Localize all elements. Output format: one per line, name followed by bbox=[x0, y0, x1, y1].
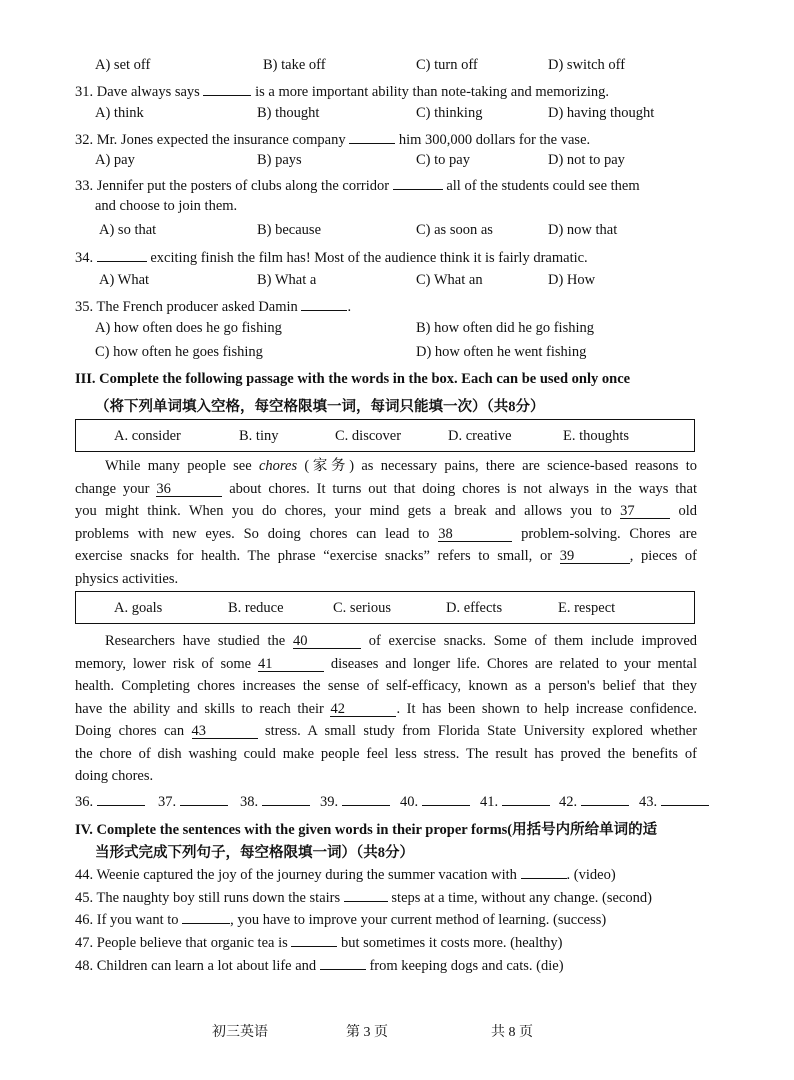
q34-option-b: B) What a bbox=[257, 272, 317, 288]
word-box-1-option: A. consider bbox=[114, 428, 181, 444]
q34-option-d: D) How bbox=[548, 272, 596, 288]
q30-option-c: C) turn off bbox=[416, 57, 478, 73]
q31-option-a: A) think bbox=[95, 105, 144, 121]
question-46: 46. If you want to , you have to improve your current method of learning. (success) bbox=[75, 909, 606, 929]
answer-blank-37[interactable] bbox=[180, 791, 228, 806]
q35-option-c: C) how often he goes fishing bbox=[95, 344, 263, 360]
word-box-1-option: E. thoughts bbox=[563, 428, 630, 444]
q35-option-a: A) how often does he go fishing bbox=[95, 320, 282, 336]
q34-option-a: A) What bbox=[99, 272, 150, 288]
q35-option-b: B) how often did he go fishing bbox=[416, 320, 595, 336]
q34-option-c: C) What an bbox=[416, 272, 483, 288]
q30-option-d: D) switch off bbox=[548, 57, 626, 73]
answer-blank-42[interactable] bbox=[581, 791, 629, 806]
section-4-subtitle: 当形式完成下列句子，每空格限填一词）（共8分） bbox=[95, 845, 414, 861]
question-35: 35. The French producer asked Damin . bbox=[75, 296, 351, 316]
q31-option-c: C) thinking bbox=[416, 105, 483, 121]
answer-blank-43[interactable] bbox=[661, 791, 709, 806]
blank-37[interactable]: 37 bbox=[620, 504, 670, 519]
word-box-1-option: C. discover bbox=[335, 428, 402, 444]
question-33: 33. Jennifer put the posters of clubs along the corridor all of the students could see them bbox=[75, 175, 640, 195]
q31-option-b: B) thought bbox=[257, 105, 320, 121]
answer-blank[interactable] bbox=[291, 932, 337, 947]
passage-paragraph-2: Researchers have studied the 40 of exercise snacks. Some of them include improved memory, lower risk of some 41 diseases and longer life. Chores are related to your mental health. Completing chores increases the sense of self-efficacy, known as a person's belief that they have the ability and skills to reach their 42 . It has been shown to help increase confidence. Doing chores can 43 stress. A small study from Florida State University explored whether the chore of dish washing could make people feel less stress. The result has proved the benefits of doing chores. bbox=[75, 633, 698, 784]
word-box-1 bbox=[75, 419, 695, 452]
q32-option-c: C) to pay bbox=[416, 152, 470, 168]
passage-paragraph-1: While many people see chores (家务) as necessary pains, there are science-based reasons to change your 36 about chores. It turns out that doing chores is not always in the ways that you might think. When you do chores, your mind gets a break and allows you to 37 old problems with new eyes. So doing chores can lead to 38 problem-solving. Chores are exercise snacks for health. The phrase “exercise snacks” refers to small, or 39 , pieces of physics activities. bbox=[75, 458, 698, 587]
footer-page-number: 第 3 页 bbox=[346, 1025, 388, 1040]
answer-blank[interactable] bbox=[521, 864, 567, 879]
section-3-title: III. Complete the following passage with the words in the box. Each can be used only once bbox=[75, 371, 631, 387]
blank-40[interactable]: 40 bbox=[293, 634, 361, 649]
word-box-1-option: D. creative bbox=[448, 428, 512, 444]
word-box-1-option: B. tiny bbox=[239, 428, 279, 444]
q30-option-b: B) take off bbox=[263, 57, 326, 73]
question-34: 34. exciting finish the film has! Most of the audience think it is fairly dramatic. bbox=[75, 247, 588, 267]
q32-option-d: D) not to pay bbox=[548, 152, 625, 168]
answer-blank[interactable] bbox=[203, 81, 251, 96]
q32-option-a: A) pay bbox=[95, 152, 135, 168]
q33-option-c: C) as soon as bbox=[416, 222, 493, 238]
question-31: 31. Dave always says is a more important ability than note-taking and memorizing. bbox=[75, 81, 609, 101]
q32-option-b: B) pays bbox=[257, 152, 302, 168]
footer-subject: 初三英语 bbox=[212, 1025, 268, 1040]
q33-option-d: D) now that bbox=[548, 222, 618, 238]
word-box-2 bbox=[75, 591, 695, 624]
question-45: 45. The naughty boy still runs down the stairs steps at a time, without any change. (second) bbox=[75, 887, 652, 907]
answer-blank-38[interactable] bbox=[262, 791, 310, 806]
blank-39[interactable]: 39 bbox=[560, 549, 630, 564]
footer-total-pages: 共 8 页 bbox=[491, 1025, 533, 1040]
question-47: 47. People believe that organic tea is but sometimes it costs more. (healthy) bbox=[75, 932, 563, 952]
word-box-2-option: B. reduce bbox=[228, 600, 284, 616]
question-44: 44. Weenie captured the joy of the journey during the summer vacation with . (video) bbox=[75, 864, 616, 884]
blank-41[interactable]: 41 bbox=[258, 657, 324, 672]
answer-blank[interactable] bbox=[301, 296, 347, 311]
answer-blank[interactable] bbox=[182, 909, 230, 924]
section-4-title: IV. Complete the sentences with the given words in their proper forms(用括号内所给单词的适 bbox=[75, 822, 658, 838]
answer-blank[interactable] bbox=[349, 129, 395, 144]
blank-36[interactable]: 36 bbox=[156, 482, 222, 497]
q30-option-a: A) set off bbox=[95, 57, 151, 73]
answer-blank-36[interactable] bbox=[97, 791, 145, 806]
q33-option-b: B) because bbox=[257, 222, 322, 238]
answer-blank[interactable] bbox=[97, 247, 147, 262]
answer-blank[interactable] bbox=[320, 955, 366, 970]
answer-blank-40[interactable] bbox=[422, 791, 470, 806]
word-box-2-option: D. effects bbox=[446, 600, 503, 616]
question-32: 32. Mr. Jones expected the insurance company him 300,000 dollars for the vase. bbox=[75, 129, 590, 149]
word-box-2-option: C. serious bbox=[333, 600, 391, 616]
blank-43[interactable]: 43 bbox=[192, 724, 258, 739]
q33-option-a: A) so that bbox=[99, 222, 157, 238]
question-48: 48. Children can learn a lot about life and from keeping dogs and cats. (die) bbox=[75, 955, 564, 975]
answer-blank-39[interactable] bbox=[342, 791, 390, 806]
word-box-2-option: A. goals bbox=[114, 600, 163, 616]
section-3-subtitle: （将下列单词填入空格，每空格限填一词，每词只能填一次）（共8分） bbox=[95, 399, 545, 415]
word-box-2-option: E. respect bbox=[558, 600, 616, 616]
q31-option-d: D) having thought bbox=[548, 105, 655, 121]
answer-blank[interactable] bbox=[344, 887, 388, 902]
q35-option-d: D) how often he went fishing bbox=[416, 344, 587, 360]
answer-blank[interactable] bbox=[393, 175, 443, 190]
blank-42[interactable]: 42 bbox=[330, 702, 396, 717]
blank-38[interactable]: 38 bbox=[438, 527, 512, 542]
question-33-continuation: and choose to join them. bbox=[95, 198, 238, 214]
answer-blank-41[interactable] bbox=[502, 791, 550, 806]
